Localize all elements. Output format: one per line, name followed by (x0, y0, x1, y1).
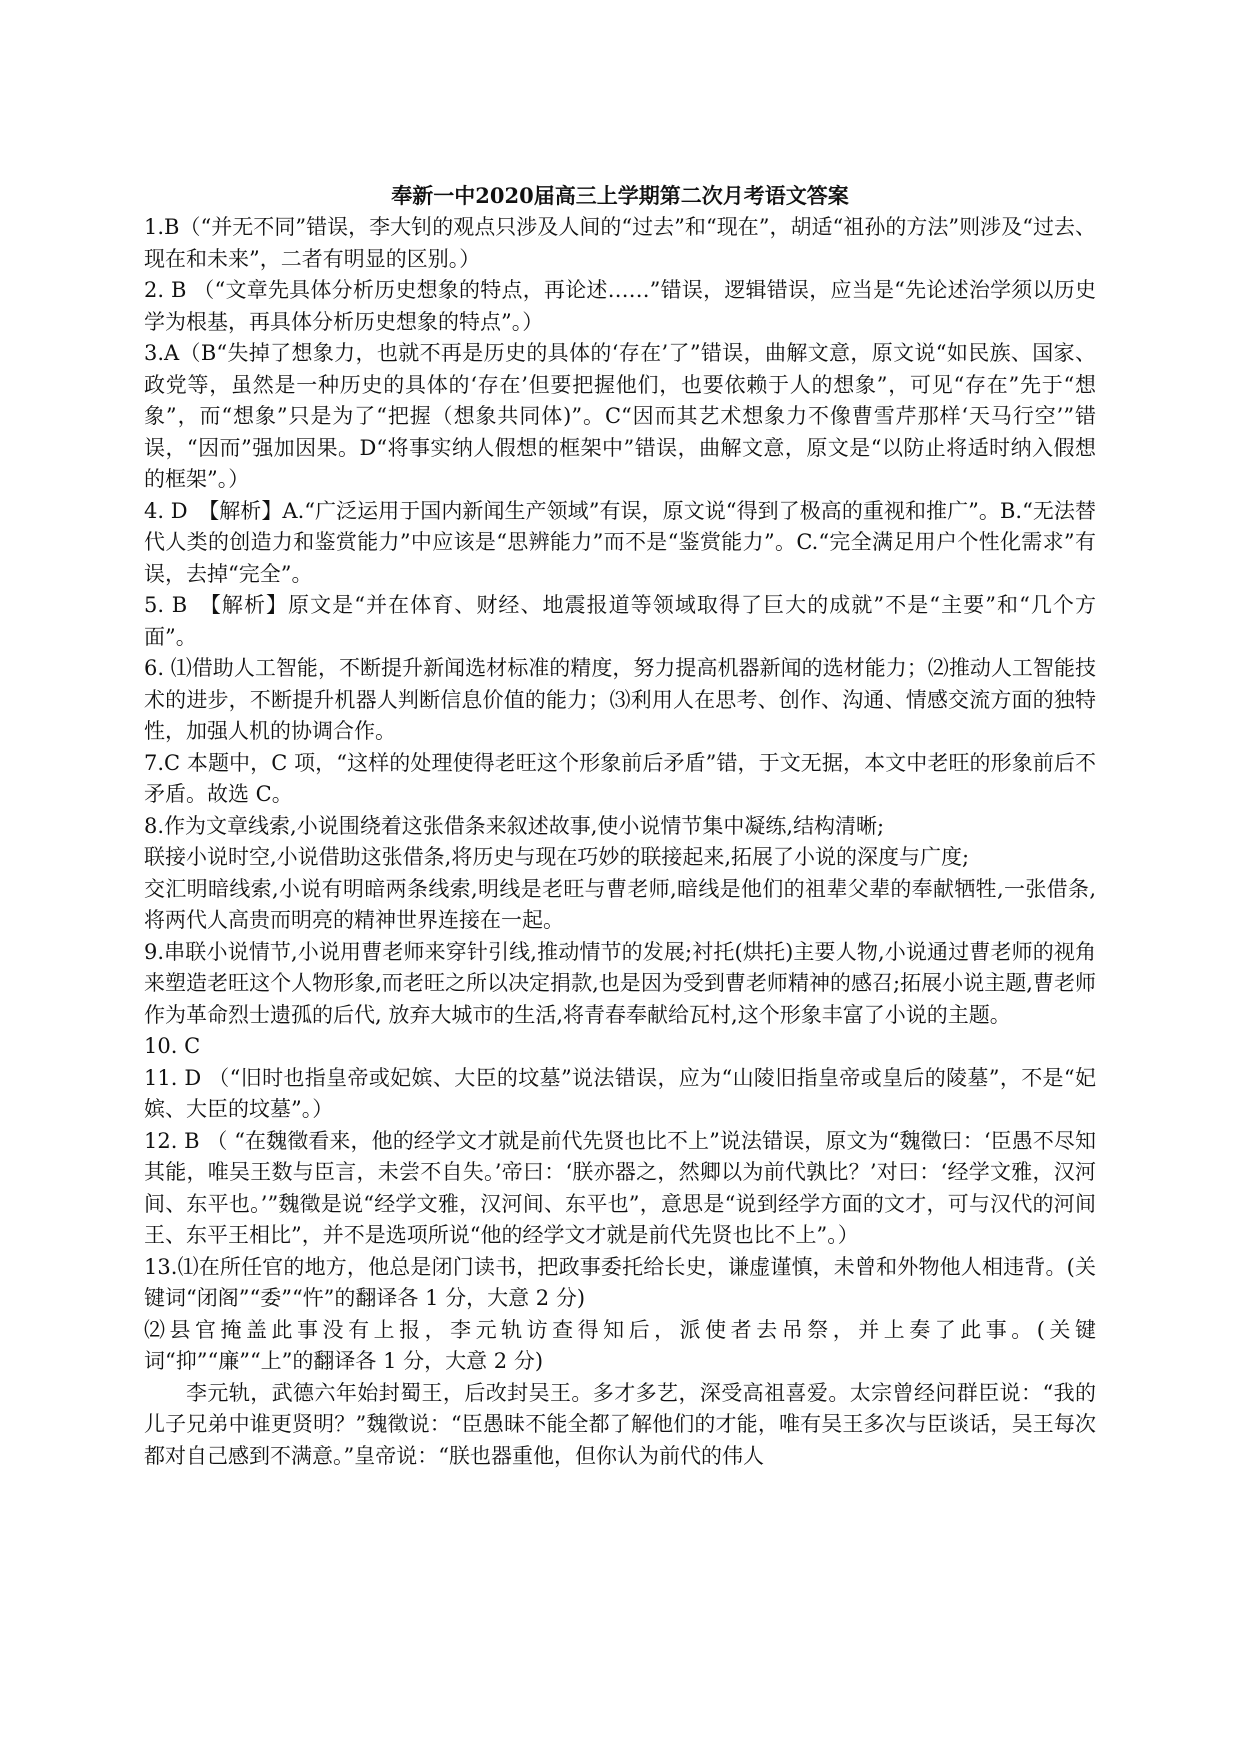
answer-4: 4. D 【解析】A.“广泛运用于国内新闻生产领域”有误，原文说“得到了极高的重视和推广”。B.“无法替代人类的创造力和鉴赏能力”中应该是“思辨能力”而不是“鉴赏能力”。C.“完全满足用户个性化需求”有误，去掉“完全”。 (144, 498, 1096, 586)
answer-7: 7.C 本题中，C 项，“这样的处理使得老旺这个形象前后矛盾”错，于文无据，本文中老旺的形象前后不矛盾。故选 C。 (144, 750, 1096, 806)
answer-2: 2. B （“文章先具体分析历史想象的特点，再论述……”错误，逻辑错误，应当是“先论述治学须以历史学为根基，再具体分析历史想象的特点”。） (144, 278, 1096, 334)
answer-6: 6. ⑴借助人工智能，不断提升新闻选材标准的精度，努力提高机器新闻的选材能力；⑵推动人工智能技术的进步，不断提升机器人判断信息价值的能力；⑶利用人在思考、创作、沟通、情感交流方面的独特性，加强人机的协调合作。 (144, 656, 1096, 743)
document-title: 奉新一中2020届高三上学期第二次月考语文答案 (391, 183, 849, 208)
answer-3: 3.A（B“失掉了想象力，也就不再是历史的具体的‘存在’了”错误，曲解文意，原文说“如民族、国家、政党等，虽然是一种历史的具体的‘存在’但要把握他们，也要依赖于人的想象”，可见“存在”先于“想象”，而“想象”只是为了“把握（想象共同体)”。C“因而其艺术想象力不像曹雪芹那样‘天马行空’”错误，“因而”强加因果。D“将事实纳人假想的框架中”错误，曲解文意，原文是“以防止将适时纳入假想的框架”。） (144, 341, 1096, 491)
answer-12: 12. B （ “在魏徵看来，他的经学文才就是前代先贤也比不上”说法错误，原文为“魏徵曰：‘臣愚不尽知其能，唯吴王数与臣言，未尝不自失。’帝曰：‘朕亦器之，然卿以为前代孰比？’对曰：‘经学文雅，汉河间、东平也。’”魏徵是说“经学文雅，汉河间、东平也”，意思是“说到经学方面的文才，可与汉代的河间王、东平王相比”，并不是选项所说“他的经学文才就是前代先贤也比不上”。） (144, 1128, 1096, 1247)
answer-5: 5. B 【解析】原文是“并在体育、财经、地震报道等领域取得了巨大的成就”不是“主要”和“几个方面”。 (144, 593, 1096, 649)
answer-8-point-1: 8.作为文章线索,小说围绕着这张借条来叙述故事,使小说情节集中凝练,结构清晰; (144, 813, 885, 838)
translation-paragraph: 李元轨，武德六年始封蜀王，后改封吴王。多才多艺，深受高祖喜爱。太宗曾经问群臣说：“我的儿子兄弟中谁更贤明？”魏徵说：“臣愚昧不能全都了解他们的才能，唯有吴王多次与臣谈话，吴王每次都对自己感到不满意。”皇帝说：“朕也器重他，但你认为前代的伟人 (144, 1380, 1096, 1468)
answer-13-part-1: 13.⑴在所任官的地方，他总是闭门读书，把政事委托给长史，谦虚谨慎，未曾和外物他人相违背。(关键词“闭阁”“委”“忤”的翻译各 1 分，大意 2 分) (144, 1254, 1096, 1310)
answer-1: 1.B（“并无不同”错误，李大钊的观点只涉及人间的“过去”和“现在”，胡适“祖孙的方法”则涉及“过去、现在和未来”，二者有明显的区别。） (144, 215, 1096, 271)
answer-8-point-3: 交汇明暗线索,小说有明暗两条线索,明线是老旺与曹老师,暗线是他们的祖辈父辈的奉献牺牲,一张借条,将两代人高贵而明亮的精神世界连接在一起。 (144, 876, 1096, 932)
answer-10: 10. C (144, 1034, 201, 1058)
answer-8-point-2: 联接小说时空,小说借助这张借条,将历史与现在巧妙的联接起来,拓展了小说的深度与广度; (144, 845, 970, 869)
answer-11: 11. D （“旧时也指皇帝或妃嫔、大臣的坟墓”说法错误，应为“山陵旧指皇帝或皇后的陵墓”，不是“妃嫔、大臣的坟墓”。） (144, 1065, 1096, 1121)
answer-13-part-2: ⑵县官掩盖此事没有上报，李元轨访查得知后，派使者去吊祭，并上奏了此事。(关键词“抑”“廉”“上”的翻译各 1 分，大意 2 分) (144, 1317, 1096, 1373)
answer-9: 9.串联小说情节,小说用曹老师来穿针引线,推动情节的发展;衬托(烘托)主要人物,小说通过曹老师的视角来塑造老旺这个人物形象,而老旺之所以决定捐款,也是因为受到曹老师精神的感召;拓展小说主题,曹老师作为革命烈士遗孤的后代, 放弃大城市的生活,将青春奉献给瓦村,这个形象丰富了小说的主题。 (144, 939, 1096, 1027)
answer-document (144, 180, 1096, 1472)
